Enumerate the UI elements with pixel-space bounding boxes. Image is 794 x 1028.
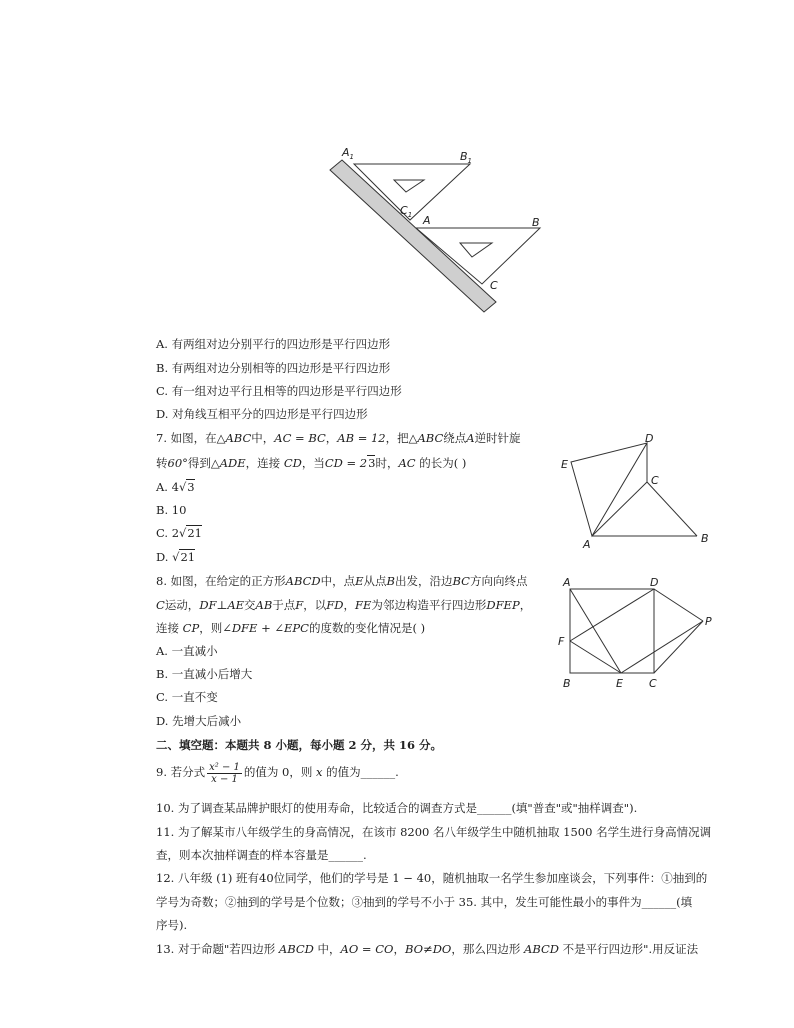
q11-line1: 11. 为了解某市八年级学生的身高情况，在该市 8200 名八年级学生中随机抽取 1500 名学生进行身高情况调	[156, 825, 712, 839]
label-c: C	[651, 474, 659, 487]
label-b: B	[701, 532, 709, 545]
label-b: B	[563, 677, 571, 690]
section-2-heading: 二、填空题：本题共 8 小题，每小题 2 分，共 16 分。	[156, 738, 443, 752]
q8-stem-line3: 连接 CP，则∠DFE + ∠EPC的度数的变化情况是( )	[156, 621, 426, 635]
q8-option-c: C. 一直不变	[156, 690, 218, 704]
label-c1: $C_1$	[400, 204, 413, 219]
label-d: D	[645, 432, 654, 445]
q6-option-a: A. 有两组对边分别平行的四边形是平行四边形	[156, 337, 391, 351]
label-e: E	[561, 458, 568, 471]
segment-cb	[647, 482, 697, 536]
q7-stem-line1: 7. 如图，在△ABC中，AC = BC，AB = 12，把△ABC绕点A逆时针旋	[156, 431, 521, 445]
q6-option-b: B. 有两组对边分别相等的四边形是平行四边形	[156, 361, 391, 375]
segment-df	[570, 589, 654, 641]
q6-option-d: D. 对角线互相平分的四边形是平行四边形	[156, 407, 368, 421]
label-e: E	[616, 677, 623, 690]
q7-option-c: C. 2√21	[156, 526, 202, 540]
segment-ae	[570, 589, 621, 673]
q8-option-b: B. 一直减小后增大	[156, 667, 253, 681]
label-p: P	[705, 615, 712, 628]
segment-fe	[570, 641, 621, 673]
figure-ruler-triangles	[320, 140, 560, 320]
label-b1: $B_1$	[460, 150, 473, 165]
q6-option-c: C. 有一组对边平行且相等的四边形是平行四边形	[156, 384, 402, 398]
q7-option-d: D. √21	[156, 550, 196, 564]
q7-stem-line2: 转60°得到△ADE，连接 CD，当CD = 23时，AC 的长为( )	[156, 456, 467, 470]
q12-line2: 学号为奇数；②抽到的学号是个位数；③抽到的学号不小于 35. 其中，发生可能性最小的事件为______(填	[156, 895, 693, 909]
q8-option-a: A. 一直减小	[156, 644, 218, 658]
label-c: C	[649, 677, 657, 690]
q8-stem-line1: 8. 如图，在给定的正方形ABCD中，点E从点B出发，沿边BC方向向终点	[156, 574, 528, 588]
label-a1: $A_1$	[342, 146, 354, 161]
figure-q8	[555, 575, 720, 693]
q12-line1: 12. 八年级 (1) 班有40位同学，他们的学号是 1 − 40，随机抽取一名学生参加座谈会，下列事件：①抽到的	[156, 871, 708, 885]
label-a: A	[423, 214, 431, 227]
q7-option-a: A. 4√3	[156, 480, 195, 494]
label-d: D	[650, 576, 659, 589]
segment-dp	[654, 589, 703, 621]
q8-stem-line2: C运动，DF⊥AE交AB于点F，以FD，FE为邻边构造平行四边形DFEP，	[156, 598, 532, 612]
q8-option-d: D. 先增大后减小	[156, 714, 242, 728]
label-a: A	[563, 576, 571, 589]
q9: 9. 若分式 $\frac{\text{x² − 1}}{x - 1}$ 的值为 0，则 x 的值为______.	[156, 761, 399, 785]
label-f: F	[558, 635, 565, 648]
label-b: B	[532, 216, 540, 229]
q7-option-b: B. 10	[156, 503, 187, 517]
triangle-ade	[571, 443, 647, 536]
q9-fraction: $\frac{\text{x² − 1}}{x - 1}$	[209, 761, 240, 785]
q12-line3: 序号).	[156, 918, 188, 932]
label-a: A	[583, 538, 591, 550]
label-c: C	[490, 279, 498, 292]
q11-line2: 查，则本次抽样调查的样本容量是______.	[156, 848, 367, 862]
figure-q7	[555, 430, 720, 550]
q10: 10. 为了调查某品牌护眼灯的使用寿命，比较适合的调查方式是______(填"普查"或"抽样调查").	[156, 801, 638, 815]
q13-line1: 13. 对于命题"若四边形 ABCD 中，AO = CO，BO≠DO，那么四边形 ABCD 不是平行四边形".用反证法	[156, 942, 699, 956]
